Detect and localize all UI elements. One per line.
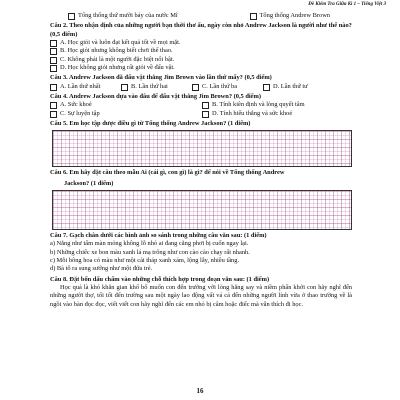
option-label: A. Sức khoẻ (60, 101, 92, 109)
question-6-title-cont: Jackson? (1 điểm) (64, 179, 114, 187)
q8-paragraph: Học quả là khó khăn gian khổ bố muốn con đến trường với lòng hăng say và niềm phấn khởi con hãy nghĩ đến những người thợ, tối tối đến trường sau một ngày lao động vất vả cả đến những người lính vừa ở thao trường về là ngồi vào bàn đọc đọc, viết viết con hãy nghĩ đến các em nhỏ bị câm hoặc điếc mà vẫn thích đi học. (50, 283, 352, 308)
checkbox[interactable] (202, 102, 209, 109)
option-row[interactable] (50, 39, 352, 47)
question-2-title: Câu 2. Theo nhận định của những người bạn thời thơ ấu, ngày còn nhỏ Andrew Jackson là người như thế nào? (0,5 điểm) (50, 22, 352, 38)
option-label: A. Lần thứ nhất (60, 82, 101, 90)
checkbox[interactable] (121, 84, 128, 91)
option-row[interactable] (192, 83, 263, 91)
option-row[interactable] (250, 12, 330, 20)
option-label: C. Lần thứ ba (202, 82, 238, 90)
option-label: C. Sự luyện tập (60, 109, 100, 117)
q7-item: b) Những chiếc xe bon màu xanh lá mạ trông như con cào cào chạy rất nhanh. (50, 248, 250, 256)
option-label: B. Tính kiên định và lòng quyết tâm (212, 101, 305, 109)
option-label: B. Học giỏi nhưng không biết chơi thể thao. (60, 47, 173, 55)
option-label: Tổng thống thứ mười bảy của nước Mĩ (78, 12, 178, 19)
checkbox[interactable] (50, 48, 57, 55)
option-label: D. Tính hiếu thắng và sức khoẻ (212, 109, 293, 117)
option-label: C. Không phải là một người đặc biệt nổi bật. (60, 55, 175, 63)
question-3-options (50, 83, 352, 91)
option-row[interactable] (50, 83, 121, 91)
question-5-title: Câu 5. Em học tập được điều gì từ Tổng thống Andrew Jackson? (1 điểm) (50, 119, 251, 127)
checkbox[interactable] (50, 84, 57, 91)
option-row[interactable] (50, 101, 190, 109)
checkbox[interactable] (68, 13, 75, 20)
option-row[interactable] (50, 56, 352, 64)
question-8-title: Câu 8. Đặt bốn dấu chấm vào những chỗ thích hợp trong đoạn văn sau: (1 điểm) (50, 275, 270, 283)
checkbox[interactable] (250, 13, 257, 20)
option-label: B. Lần thứ hai (131, 82, 168, 90)
option-row[interactable] (50, 47, 352, 55)
q7-item: a) Nắng như tấm màn mỏng không lỗ nhỏ ai đang căng phơi bị cuốn ngay lại. (50, 240, 249, 248)
question-7-title: Câu 7. Gạch chân dưới các hình ảnh so sánh trong những câu văn sau: (1 điểm) (50, 231, 267, 239)
checkbox[interactable] (202, 111, 209, 118)
option-row[interactable] (202, 110, 352, 118)
option-row[interactable] (50, 64, 352, 72)
checkbox[interactable] (50, 111, 57, 118)
q7-item: d) Bà tô ra sung sướng như một đứa trẻ. (50, 265, 153, 273)
option-row[interactable] (121, 83, 192, 91)
q1-options-tail (68, 12, 352, 20)
page-header: Đề Kiểm Tra Giữa Kì 1 – Tiếng Việt 3 (308, 2, 386, 7)
checkbox[interactable] (192, 84, 199, 91)
q7-item: c) Mỗi bông hoa có màu như một cái tháp xanh xám, lộng lẫy, nhiều tầng. (50, 256, 240, 264)
option-label: Tổng thống Andrew Brown (259, 12, 330, 19)
checkbox[interactable] (50, 40, 57, 47)
option-row[interactable] (202, 101, 352, 109)
option-row[interactable] (68, 12, 178, 20)
question-4-title: Câu 4. Andrew Jackson dựa vào đâu để đấu vật thắng Jim Brown? (0,5 điểm) (50, 92, 261, 100)
exam-content (50, 12, 352, 309)
option-label: D. Lần thứ tư (273, 82, 308, 90)
checkbox[interactable] (50, 65, 57, 72)
option-label: A. Học giỏi và luôn đạt kết quả tốt về mọi mặt. (60, 38, 181, 46)
question-3-title: Câu 3. Andrew Jackson đã đấu vật thắng Jim Brown vào lần thứ mấy? (0,5 điểm) (50, 74, 272, 82)
checkbox[interactable] (50, 57, 57, 64)
answer-grid-q6[interactable] (52, 190, 352, 230)
question-4-options-row2 (50, 110, 352, 118)
page-number: 16 (196, 387, 204, 395)
question-4-options-row1 (50, 101, 352, 109)
option-row[interactable] (50, 110, 190, 118)
question-6-title: Câu 6. Em hãy đặt câu theo mẫu Ai (cái gì, con gì) là gì? để nói về Tổng thống Andrew (50, 169, 285, 177)
checkbox[interactable] (263, 84, 270, 91)
option-label: D. Học không giỏi nhưng rất giỏi về đấu vật. (60, 63, 175, 71)
checkbox[interactable] (50, 102, 57, 109)
answer-grid-q5[interactable] (52, 130, 352, 167)
option-row[interactable] (263, 83, 334, 91)
